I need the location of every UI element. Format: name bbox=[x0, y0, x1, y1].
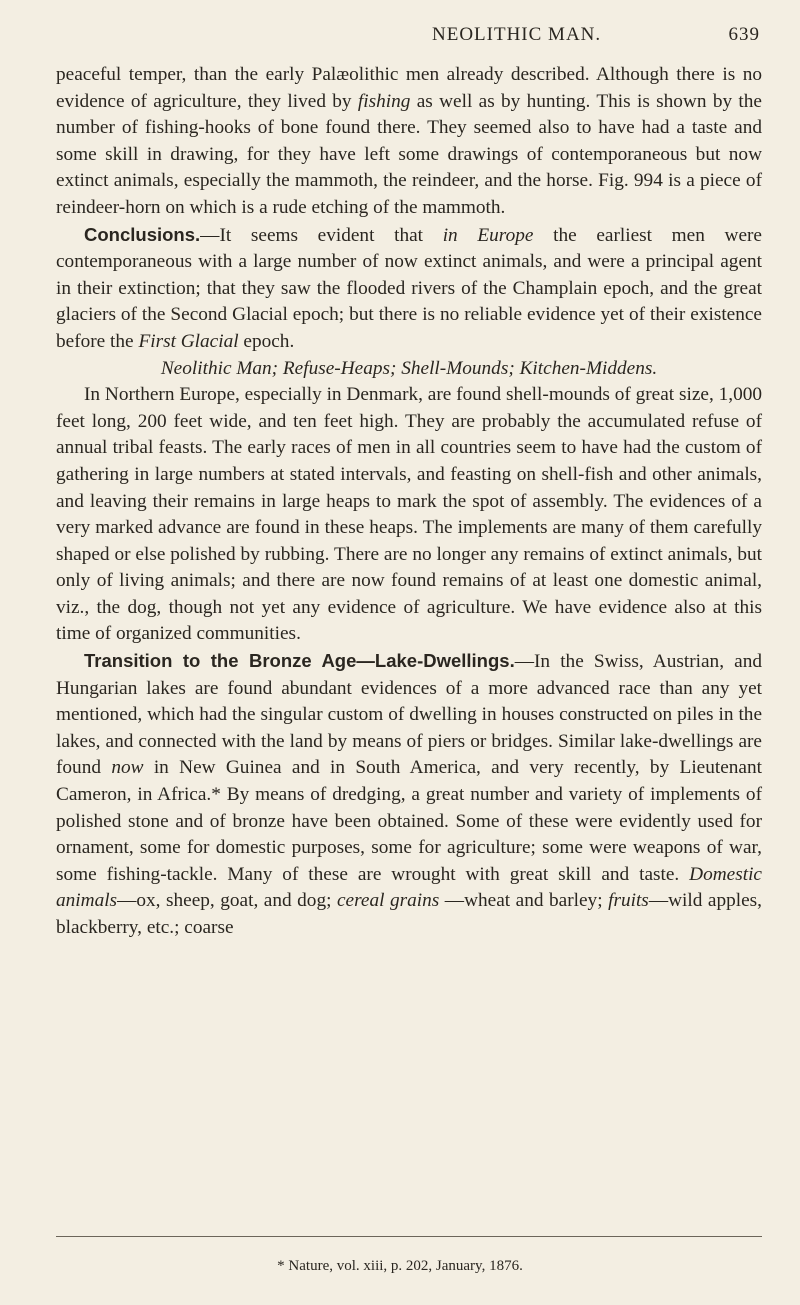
section-heading-transition: Transition to the Bronze Age—Lake-Dwellings. bbox=[84, 650, 515, 672]
paragraph-conclusions bbox=[56, 222, 762, 356]
italic-run: fruits bbox=[608, 890, 649, 912]
footnote-divider bbox=[56, 1236, 762, 1237]
paragraph-shell-mounds: In Northern Europe, especially in Denmark, are found shell-mounds of great size, 1,000 feet long, 200 feet wide, and ten feet high. They are probably the accumulated refuse of annual tribal feasts. The early races of men in all countries seem to have had the custom of gathering in large numbers at stated intervals, and feasting on shell-fish and other animals, and leaving their remains in large heaps to mark the spot of assembly. The evidences of a very marked advance are found in these heaps. The implements are many of them carefully shaped or else polished by rubbing. There are no longer any remains of extinct animals, but only of living animals; and there are now found remains of at least one domestic animal, viz., the dog, though not yet any evidence of agriculture. We have evidence also at this time of organized communities. bbox=[56, 384, 762, 645]
text-run: —wild apples, blackberry, etc.; coarse bbox=[56, 890, 762, 938]
text-run: as well as by hunting. This is shown by the number of fishing-hooks of bone found there. They seemed also to have had a taste and some skill in drawing, for they have left some drawings of contemporaneous but now extinct animals, especially the mammoth, the reindeer, and the horse. Fig. 994 is a piece of reindeer-horn on which is a rude etching of the mammoth. bbox=[56, 90, 762, 218]
paragraph-lake-dwellings bbox=[56, 648, 762, 942]
text-run: —In the Swiss, Austrian, and Hungarian lakes are found abundant evidences of a more advanced race than any yet mentioned, which had the singular custom of dwelling in houses constructed on piles in the lakes, and connected with the land by means of piers or bridges. Similar lake-dwellings are found bbox=[56, 651, 762, 779]
text-run: —ox, sheep, goat, and dog; bbox=[117, 890, 337, 912]
italic-run: now bbox=[111, 757, 144, 779]
italic-run: Domestic animals bbox=[56, 863, 762, 912]
italic-run: cereal grains bbox=[336, 890, 440, 912]
section-heading-conclusions: Conclusions. bbox=[84, 223, 201, 245]
text-run: the earliest men were contemporaneous with a large number of now extinct animals, and were a principal agent in their extinction; that they saw the flooded rivers of the Champlain epoch, and the great glaciers of the Second Glacial epoch; but there is no reliable evidence yet of their existence before the bbox=[56, 224, 762, 352]
text-run: in New Guinea and in South America, and very recently, by Lieutenant Cameron, in Africa.* By means of dredging, a great number and variety of implements of polished stone and of bronze have been obtained. Some of these were evidently used for ornament, some for domestic purposes, some for agriculture; some were weapons of war, some fishing-tackle. Many of these are wrought with great skill and taste. bbox=[56, 757, 762, 885]
paragraph-fishing bbox=[56, 62, 762, 222]
text-run: peaceful temper, than the early Palæolithic men already described. Although there is no evidence of agriculture, they lived by bbox=[56, 64, 762, 112]
page-number: 639 bbox=[728, 24, 760, 45]
italic-run: in Europe bbox=[442, 224, 534, 246]
running-head bbox=[0, 24, 800, 54]
body-text bbox=[56, 62, 762, 942]
text-run: —wheat and barley; bbox=[439, 890, 609, 912]
subsection-heading: Neolithic Man; Refuse-Heaps; Shell-Mounds; Kitchen-Middens. bbox=[160, 357, 658, 379]
text-run: epoch. bbox=[238, 330, 295, 352]
italic-run: fishing bbox=[357, 90, 411, 112]
footnote: * Nature, vol. xiii, p. 202, January, 1876. bbox=[277, 1258, 523, 1274]
italic-run: First Glacial bbox=[138, 330, 239, 352]
running-title: NEOLITHIC MAN. bbox=[432, 24, 602, 45]
text-run: —It seems evident that bbox=[200, 224, 443, 246]
